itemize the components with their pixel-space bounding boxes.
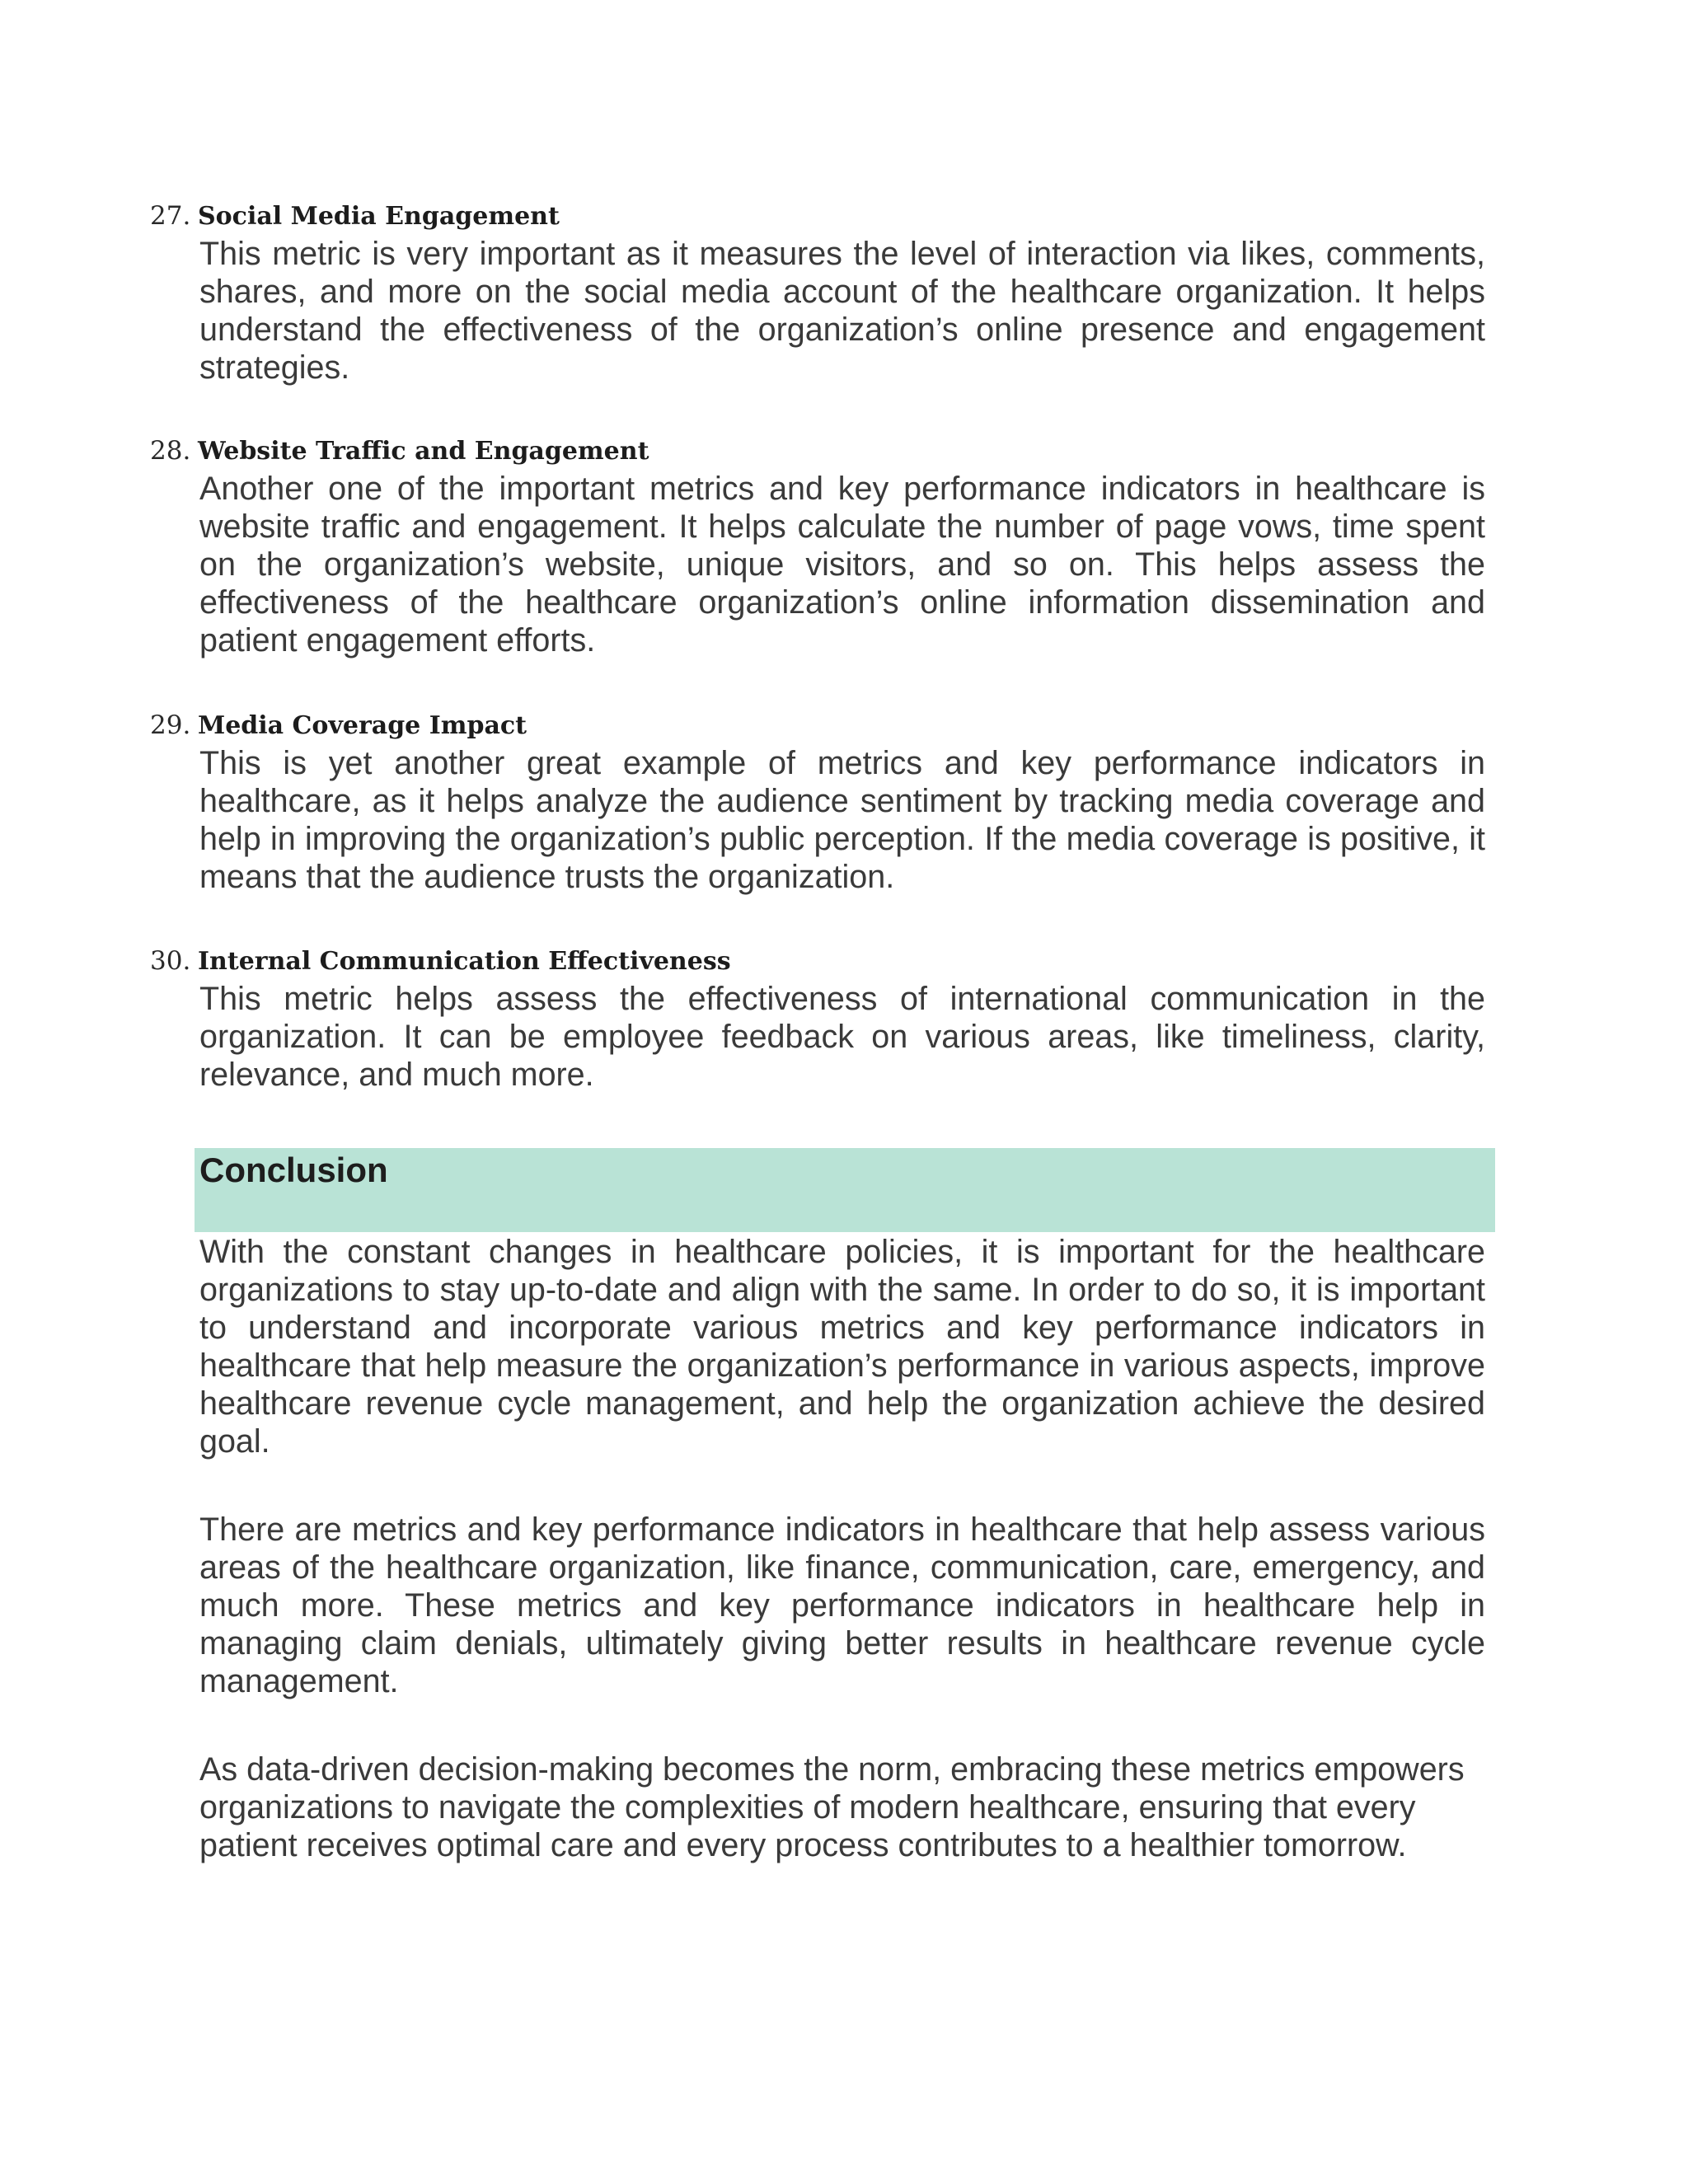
conclusion-paragraph: As data-driven decision-making becomes the norm, embracing these metrics empowers organizations to navigate the complexities of modern healthcare, ensuring that every patient receives optimal care and every process contributes to a healthier tomorrow. bbox=[199, 1751, 1465, 1863]
list-item-number: 28. bbox=[150, 436, 191, 466]
conclusion-heading: Conclusion bbox=[199, 1151, 388, 1189]
list-item-body: Another one of the important metrics and key performance indicators in healthcare is website traffic and engagement. It helps calculate the number of page vows, time spent on the organization’s website, unique visitors, and so on. This helps assess the effectiveness of the healthcare organization’s online information dissemination and patient engagement efforts. bbox=[199, 471, 1485, 658]
list-item-body: This metric helps assess the effectiveness of international communication in the organization. It can be employee feedback on various areas, like timeliness, clarity, relevance, and much more. bbox=[199, 981, 1485, 1093]
list-item-title: Internal Communication Effectiveness bbox=[198, 947, 731, 976]
list-item-number: 29. bbox=[150, 710, 191, 740]
list-item-body: This metric is very important as it measures the level of interaction via likes, comments, shares, and more on the social media account of the healthcare organization. It helps understand the effectiveness of the organization’s online presence and engagement strategies. bbox=[199, 236, 1485, 386]
list-item-heading bbox=[150, 432, 1485, 470]
list-item-internal-communication bbox=[150, 942, 1485, 1094]
conclusion-paragraph: With the constant changes in healthcare policies, it is important for the healthcare organizations to stay up-to-date and align with the same. In order to do so, it is important to understand and incorporate various metrics and key performance indicators in healthcare that help measure the organization’s performance in various aspects, improve healthcare revenue cycle management, and help the organization achieve the desired goal. bbox=[199, 1234, 1485, 1460]
conclusion-paragraph: There are metrics and key performance indicators in healthcare that help assess various areas of the healthcare organization, like finance, communication, care, emergency, and much more. These metrics and key performance indicators in healthcare help in managing claim denials, ultimately giving better results in healthcare revenue cycle management. bbox=[199, 1511, 1485, 1699]
list-item-media-coverage bbox=[150, 706, 1485, 896]
list-item-title: Website Traffic and Engagement bbox=[198, 437, 649, 466]
list-item-heading bbox=[150, 942, 1485, 980]
list-item-social-media-engagement bbox=[150, 197, 1485, 387]
list-item-number: 27. bbox=[150, 201, 191, 231]
list-item-number: 30. bbox=[150, 946, 191, 976]
list-item-heading bbox=[150, 706, 1485, 744]
list-item-heading bbox=[150, 197, 1485, 235]
conclusion-heading-band bbox=[195, 1148, 1495, 1232]
list-item-title: Social Media Engagement bbox=[198, 202, 560, 231]
list-item-body: This is yet another great example of metrics and key performance indicators in healthcare, as it helps analyze the audience sentiment by tracking media coverage and help in improving the organization’s public perception. If the media coverage is positive, it means that the audience trusts the organization. bbox=[199, 745, 1485, 895]
list-item-website-traffic bbox=[150, 432, 1485, 659]
list-item-title: Media Coverage Impact bbox=[198, 711, 528, 740]
